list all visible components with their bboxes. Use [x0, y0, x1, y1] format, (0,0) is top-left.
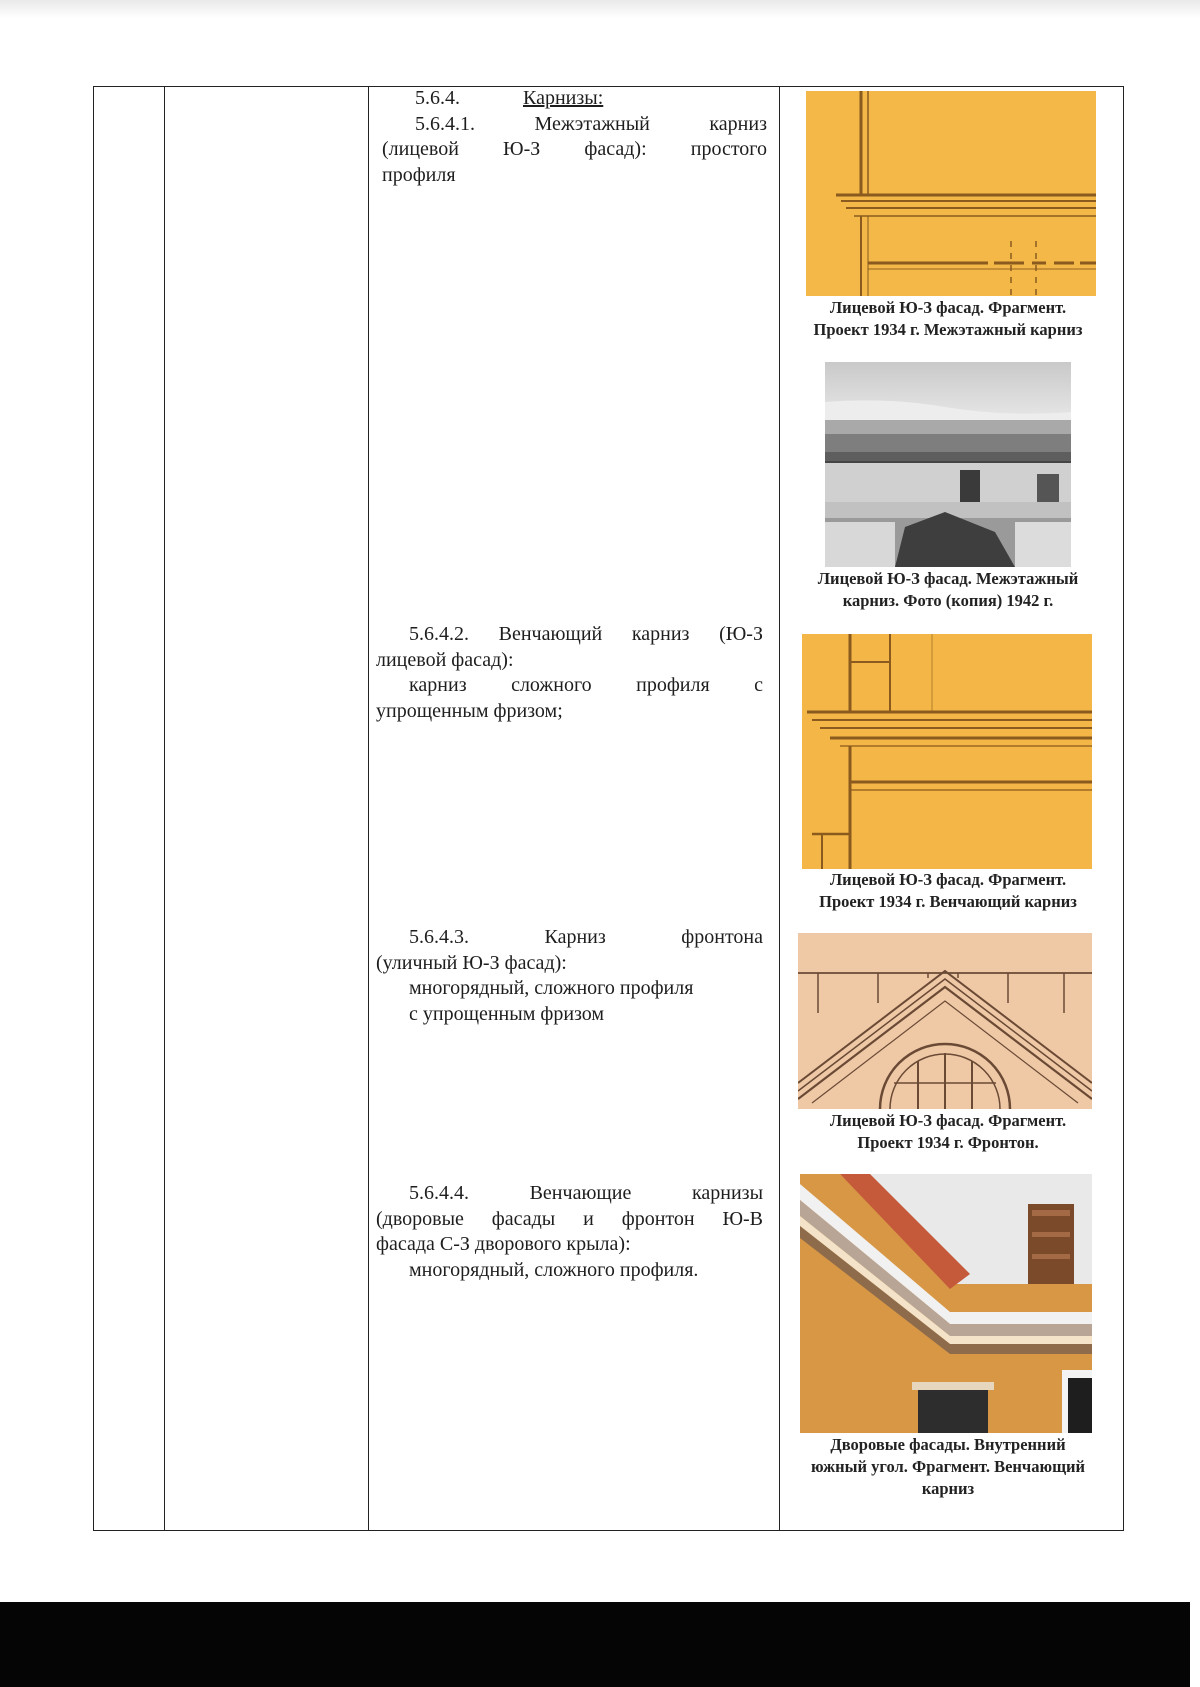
- cornice-photo-1942-image: [825, 362, 1071, 567]
- figure-5-caption: [785, 1434, 1111, 1500]
- item-text: Венчающие: [529, 1182, 632, 1204]
- item-5-6-4-1: [382, 86, 767, 188]
- item-text: профиля: [636, 674, 710, 696]
- item-text: (дворовые: [376, 1207, 464, 1230]
- item-number: 5.6.4.3.: [409, 926, 469, 948]
- item-line: многорядный, сложного профиля.: [409, 1258, 699, 1281]
- item-text: карниз: [631, 623, 690, 645]
- item-line: (уличный Ю-З фасад):: [376, 951, 567, 974]
- caption-line: Лицевой Ю-З фасад. Межэтажный: [817, 569, 1079, 588]
- item-line: с упрощенным фризом: [409, 1002, 605, 1025]
- item-number: 5.6.4.4.: [409, 1182, 469, 1204]
- caption-line: Дворовые фасады. Внутренний: [830, 1435, 1066, 1454]
- item-text: простого: [690, 138, 768, 160]
- item-text: с: [754, 674, 763, 696]
- cornice-drawing-image: [806, 91, 1096, 296]
- scan-bottom-border: [0, 1602, 1200, 1687]
- caption-line: карниз. Фото (копия) 1942 г.: [842, 591, 1054, 610]
- figure-1-drawing: [806, 91, 1096, 296]
- item-text: Межэтажный: [534, 112, 650, 135]
- item-text: Венчающий: [498, 623, 603, 645]
- section-heading: [382, 86, 767, 112]
- item-line: профиля: [382, 163, 456, 186]
- caption-line: Проект 1934 г. Фронтон.: [857, 1133, 1039, 1152]
- item-text: (лицевой: [382, 138, 459, 160]
- item-line: [376, 673, 763, 699]
- table-column-divider-3: [779, 87, 780, 1530]
- item-line: лицевой фасад):: [376, 648, 514, 671]
- caption-line: южный угол. Фрагмент. Венчающий: [810, 1457, 1086, 1476]
- crowning-cornice-drawing-image: [802, 634, 1092, 869]
- caption-line: Проект 1934 г. Венчающий карниз: [819, 892, 1077, 911]
- item-5-6-4-4: [376, 1181, 763, 1283]
- item-number: 5.6.4.2.: [409, 623, 469, 645]
- item-text: карниз: [709, 112, 767, 135]
- courtyard-corner-photo-image: [800, 1174, 1092, 1433]
- item-line: [376, 925, 763, 951]
- item-text: (Ю-З: [719, 623, 763, 645]
- table-column-divider-1: [164, 87, 165, 1530]
- item-line: [382, 112, 767, 138]
- item-text: Ю-В: [722, 1207, 764, 1230]
- caption-line: карниз: [921, 1479, 975, 1498]
- item-text: Карниз: [544, 926, 606, 948]
- page-top-shade: [0, 0, 1200, 18]
- item-text: карниз: [409, 674, 467, 696]
- item-line: упрощенным фризом;: [376, 699, 563, 722]
- figure-4-drawing: [798, 933, 1092, 1109]
- caption-line: Лицевой Ю-З фасад. Фрагмент.: [829, 298, 1067, 317]
- item-5-6-4-3: [376, 925, 763, 1027]
- item-text: фронтон: [621, 1207, 695, 1230]
- scan-edge: [1190, 1602, 1200, 1687]
- caption-line: Лицевой Ю-З фасад. Фрагмент.: [829, 1111, 1067, 1130]
- item-line: [376, 1181, 763, 1207]
- item-line: [376, 622, 763, 648]
- item-text: сложного: [511, 674, 592, 696]
- figure-5-photo: [800, 1174, 1092, 1433]
- figure-3-drawing: [802, 634, 1092, 869]
- item-text: фасады: [491, 1207, 556, 1230]
- item-line: многорядный, сложного профиля: [409, 977, 694, 999]
- section-heading-title: Карнизы:: [523, 87, 604, 109]
- item-text: фронтона: [681, 926, 764, 948]
- item-text: фасад):: [584, 138, 647, 160]
- figure-3-caption: [788, 869, 1108, 913]
- item-text: и: [583, 1207, 594, 1230]
- item-line: [382, 137, 767, 163]
- table-column-divider-2: [368, 87, 369, 1530]
- item-line: фасада С-З дворового крыла):: [376, 1233, 631, 1255]
- item-text: карнизы: [691, 1182, 764, 1204]
- caption-line: Проект 1934 г. Межэтажный карниз: [813, 320, 1083, 339]
- item-text: Ю-З: [503, 138, 541, 160]
- pediment-drawing-image: [798, 933, 1092, 1109]
- figure-1-caption: [788, 297, 1108, 341]
- section-heading-number: 5.6.4.: [415, 87, 460, 109]
- figure-2-caption: [788, 568, 1108, 612]
- item-number: 5.6.4.1.: [415, 112, 475, 135]
- item-5-6-4-2: [376, 622, 763, 724]
- figure-4-caption: [788, 1110, 1108, 1154]
- caption-line: Лицевой Ю-З фасад. Фрагмент.: [829, 870, 1067, 889]
- item-line: [376, 1207, 763, 1233]
- figure-2-photo: [825, 362, 1071, 567]
